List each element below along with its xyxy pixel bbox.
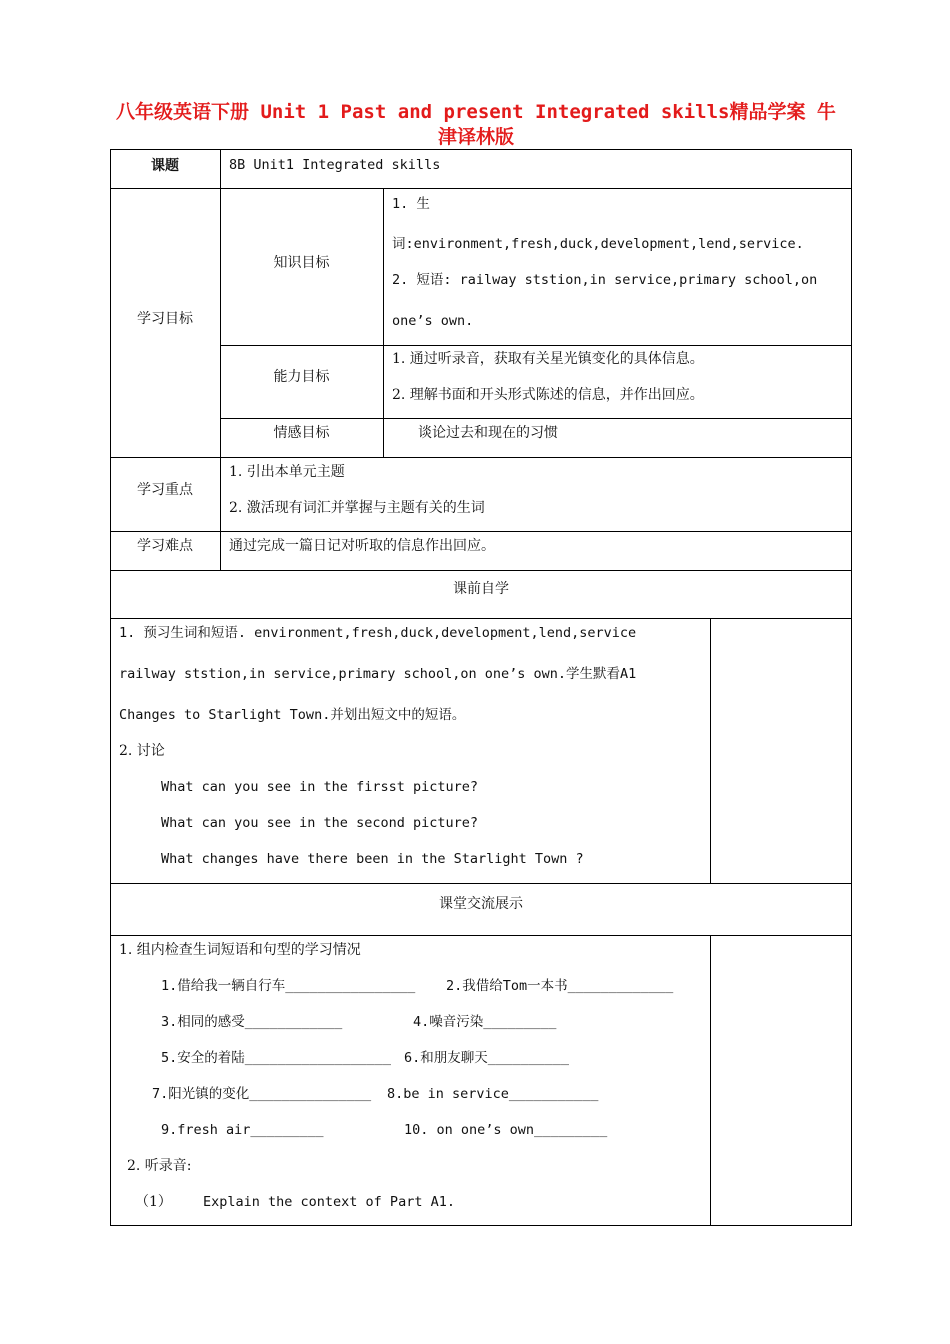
- emotion-label: 情感目标: [273, 425, 330, 441]
- key-points-line-1: 1. 引出本单元主题: [229, 464, 345, 480]
- preview-line-2: railway ststion,in service,primary school,on one’s own.学生默看A1: [119, 666, 637, 682]
- preview-question-1: What can you see in the firsst picture?: [161, 779, 478, 795]
- exercise-item-4: 4.噪音污染_________: [413, 1014, 557, 1030]
- exercise-item-9: 9.fresh air_________: [161, 1122, 324, 1138]
- exercise-item-7: 7.阳光镇的变化_______________: [152, 1086, 372, 1102]
- exercise-item-6: 6.和朋友聊天__________: [404, 1050, 570, 1066]
- difficulties-value: 通过完成一篇日记对听取的信息作出回应。: [229, 538, 495, 554]
- exercise-item-8: 8.be in service___________: [387, 1086, 599, 1102]
- ability-line-2: 2. 理解书面和开头形式陈述的信息，并作出回应。: [392, 387, 704, 403]
- title-line-1: 八年级英语下册 Unit 1 Past and present Integrated skills精品学案 牛: [116, 101, 836, 123]
- knowledge-line-4: one’s own.: [392, 313, 474, 329]
- ability-label: 能力目标: [273, 369, 330, 385]
- difficulties-label: 学习难点: [137, 538, 193, 554]
- title-line-2: 津译林版: [437, 126, 514, 148]
- exercise-item-5: 5.安全的着陆__________________: [161, 1050, 392, 1066]
- document-title: [96, 100, 856, 150]
- exercise-item-10: 10. on one’s own_________: [404, 1122, 608, 1138]
- topic-label: 课题: [151, 158, 179, 174]
- preview-line-3: Changes to Starlight Town.并划出短文中的短语。: [119, 707, 466, 723]
- knowledge-line-1: 1. 生: [392, 196, 430, 212]
- key-points-label: 学习重点: [137, 482, 193, 498]
- classroom-line-2: 2. 听录音:: [127, 1158, 192, 1174]
- ability-line-1: 1. 通过听录音，获取有关星光镇变化的具体信息。: [392, 351, 704, 367]
- knowledge-line-2: 词:environment,fresh,duck,development,lend,service.: [392, 236, 804, 252]
- preview-question-3: What changes have there been in the Starlight Town ?: [161, 851, 584, 867]
- exercise-item-1: 1.借给我一辆自行车________________: [161, 978, 416, 994]
- emotion-value: 谈论过去和现在的习惯: [418, 425, 558, 441]
- classroom-line-1: 1. 组内检查生词短语和句型的学习情况: [119, 942, 361, 958]
- topic-value: 8B Unit1 Integrated skills: [229, 157, 441, 173]
- classroom-line-3-number: （1）: [135, 1194, 172, 1210]
- preview-question-2: What can you see in the second picture?: [161, 815, 478, 831]
- preview-line-4: 2. 讨论: [119, 743, 165, 759]
- knowledge-line-3: 2. 短语: railway ststion,in service,primary school,on: [392, 272, 818, 288]
- classroom-header: 课堂交流展示: [439, 896, 523, 912]
- preview-header: 课前自学: [453, 581, 509, 597]
- knowledge-label: 知识目标: [273, 255, 330, 271]
- objectives-label: 学习目标: [137, 311, 193, 327]
- exercise-item-3: 3.相同的感受____________: [161, 1014, 343, 1030]
- classroom-line-3-text: Explain the context of Part A1.: [203, 1194, 455, 1210]
- exercise-item-2: 2.我借给Tom一本书_____________: [446, 978, 674, 994]
- preview-line-1: 1. 预习生词和短语. environment,fresh,duck,development,lend,service: [119, 625, 637, 641]
- key-points-line-2: 2. 激活现有词汇并掌握与主题有关的生词: [229, 500, 485, 516]
